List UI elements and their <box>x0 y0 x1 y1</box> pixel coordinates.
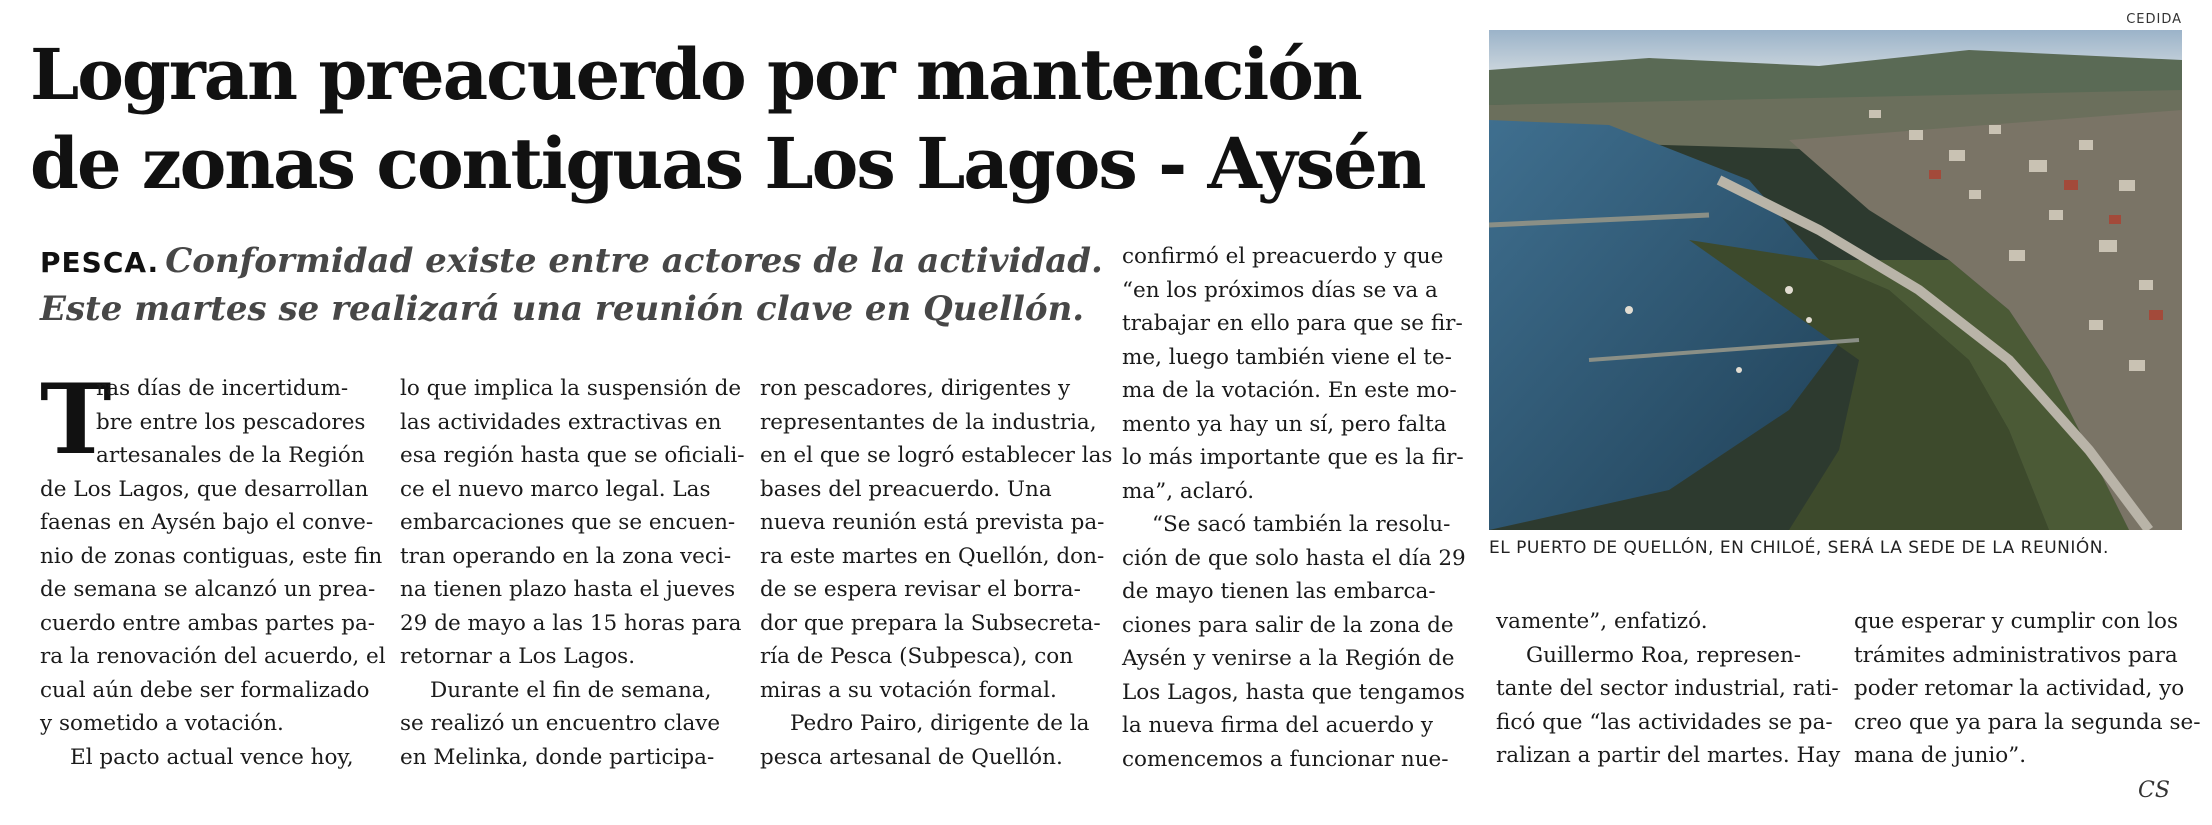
text-line: 29 de mayo a las 15 horas para <box>400 610 742 636</box>
headline-line-2: de zonas contiguas Los Lagos - Aysén <box>30 122 1425 205</box>
text-line: El pacto actual vence hoy, <box>70 744 354 770</box>
text-line: ra la renovación del acuerdo, el <box>40 644 386 669</box>
text-line: comencemos a funcionar nue- <box>1122 746 1449 772</box>
text-line: me, luego también viene el te- <box>1122 344 1452 370</box>
text-line: Guillermo Roa, represen- <box>1526 642 1802 668</box>
text-line: ce el nuevo marco legal. Las <box>400 476 711 502</box>
text-line: de se espera revisar el borra- <box>760 577 1081 602</box>
body-column-2 <box>400 372 745 774</box>
text-line: que esperar y cumplir con los <box>1854 609 2179 634</box>
section-kicker: PESCA. <box>40 246 160 279</box>
body-column-1 <box>40 363 386 774</box>
text-line: la nueva firma del acuerdo y <box>1122 713 1433 738</box>
text-line: las actividades extractivas en <box>400 409 722 435</box>
text-line: ron pescadores, dirigentes y <box>760 376 1071 401</box>
text-line: tante del sector industrial, rati- <box>1496 676 1839 701</box>
lead-line-2: Este martes se realizará una reunión clave en Quellón. <box>40 289 1085 329</box>
photo-credit: CEDIDA <box>2126 12 2182 27</box>
text-line: confirmó el preacuerdo y que <box>1122 244 1444 269</box>
text-line: nueva reunión está prevista pa- <box>760 510 1105 535</box>
text-line: Aysén y venirse a la Región de <box>1122 646 1455 671</box>
drop-cap: T <box>40 363 112 476</box>
harbor-aerial-photo <box>1489 30 2182 530</box>
text-line: en Melinka, donde participa- <box>400 744 715 770</box>
text-line: trabajar en ello para que se fir- <box>1122 311 1463 336</box>
text-line: esa región hasta que se oficiali- <box>400 443 745 468</box>
end-of-article-mark: CS <box>2138 778 2170 803</box>
text-line: creo que ya para la segunda se- <box>1854 709 2201 735</box>
text-line: bre entre los pescadores <box>96 409 366 435</box>
text-line: poder retomar la actividad, yo <box>1854 676 2185 701</box>
text-line: artesanales de la Región <box>96 443 365 468</box>
body-column-6 <box>1854 605 2201 773</box>
text-line: “en los próximos días se va a <box>1122 277 1438 303</box>
text-line: trámites administrativos para <box>1854 642 2178 668</box>
text-line: retornar a Los Lagos. <box>400 644 636 669</box>
text-line: mana de junio”. <box>1854 743 2027 768</box>
text-line: embarcaciones que se encuen- <box>400 510 736 535</box>
text-line: de mayo tienen las embarca- <box>1122 579 1436 604</box>
text-line: y sometido a votación. <box>40 711 284 736</box>
headline <box>30 30 1460 208</box>
body-column-5 <box>1496 605 1841 773</box>
text-line: Pedro Pairo, dirigente de la <box>790 711 1090 736</box>
text-line: Durante el fin de semana, <box>430 677 712 703</box>
text-line: de Los Lagos, que desarrollan <box>40 476 369 502</box>
text-line: mento ya hay un sí, pero falta <box>1122 411 1447 437</box>
text-line: ficó que “las actividades se pa- <box>1496 709 1833 735</box>
text-line: vamente”, enfatizó. <box>1496 609 1708 634</box>
text-line: tran operando en la zona veci- <box>400 543 732 569</box>
text-line: ción de que solo hasta el día 29 <box>1122 545 1466 571</box>
text-line: representantes de la industria, <box>760 409 1097 435</box>
text-line: ralizan a partir del martes. Hay <box>1496 743 1841 768</box>
body-column-4 <box>1122 240 1466 776</box>
text-line: lo que implica la suspensión de <box>400 376 742 401</box>
harbor-photo-illustration <box>1489 30 2182 530</box>
text-line: “Se sacó también la resolu- <box>1152 512 1451 537</box>
text-line: miras a su votación formal. <box>760 677 1057 703</box>
text-line: na tienen plazo hasta el jueves <box>400 577 736 602</box>
text-line: faenas en Aysén bajo el conve- <box>40 510 374 535</box>
text-line: en el que se logró establecer las <box>760 443 1113 468</box>
text-line: de semana se alcanzó un prea- <box>40 577 376 602</box>
text-line: lo más importante que es la fir- <box>1122 445 1464 470</box>
photo-caption: EL PUERTO DE QUELLÓN, EN CHILOÉ, SERÁ LA SEDE DE LA REUNIÓN. <box>1489 538 2109 558</box>
text-line: Los Lagos, hasta que tengamos <box>1122 679 1465 705</box>
headline-line-1: Logran preacuerdo por mantención <box>30 33 1361 116</box>
text-line: se realizó un encuentro clave <box>400 711 721 736</box>
text-line: nio de zonas contiguas, este fin <box>40 543 383 569</box>
text-line: ciones para salir de la zona de <box>1122 612 1454 638</box>
text-line: cual aún debe ser formalizado <box>40 677 370 703</box>
text-line: ma de la votación. En este mo- <box>1122 378 1457 403</box>
lead-line-1: Conformidad existe entre actores de la actividad. <box>165 241 1103 281</box>
text-line: dor que prepara la Subsecreta- <box>760 610 1101 636</box>
text-line: bases del preacuerdo. Una <box>760 476 1052 502</box>
body-column-3 <box>760 372 1113 774</box>
text-line: cuerdo entre ambas partes pa- <box>40 610 376 636</box>
text-line: ra este martes en Quellón, don- <box>760 543 1105 569</box>
text-line: pesca artesanal de Quellón. <box>760 744 1063 770</box>
text-line: ría de Pesca (Subpesca), con <box>760 644 1074 669</box>
lead-subheading <box>40 238 1110 333</box>
text-line: ma”, aclaró. <box>1122 478 1255 504</box>
text-line: ras días de incertidum- <box>96 376 349 401</box>
